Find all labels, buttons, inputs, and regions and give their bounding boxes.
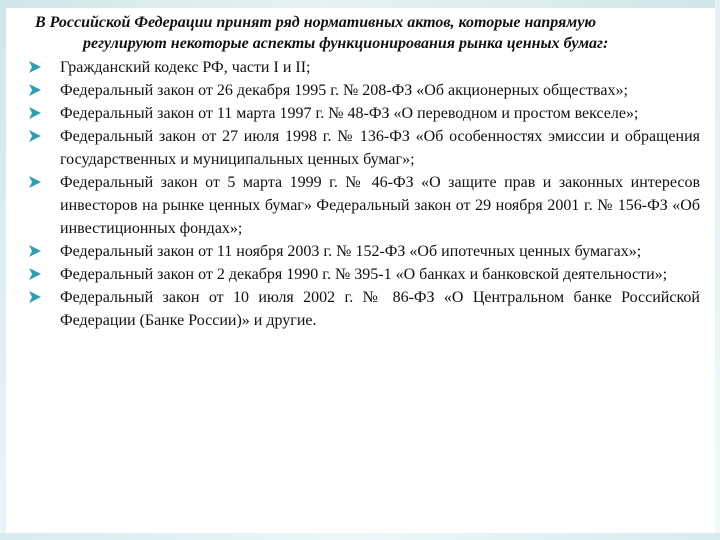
list-item-text: Федеральный закон от 11 марта 1997 г. № 48-ФЗ «О переводном и простом векселе»;: [60, 105, 639, 122]
list-item-text: Федеральный закон от 11 ноября 2003 г. № 152-ФЗ «Об ипотечных ценных бумагах»;: [60, 243, 642, 260]
slide-heading: [35, 12, 706, 54]
list-item: [26, 263, 706, 286]
decorative-left-band: [0, 0, 6, 540]
list-item: [26, 240, 706, 263]
list-item: [26, 171, 706, 240]
slide-content: [26, 12, 706, 332]
arrowhead-bullet-icon: [28, 290, 42, 304]
arrowhead-bullet-icon: [28, 267, 42, 281]
arrowhead-bullet-icon: [28, 106, 42, 120]
list-item: [26, 125, 706, 171]
list-item: [26, 56, 706, 79]
list-item: [26, 79, 706, 102]
arrowhead-bullet-icon: [28, 83, 42, 97]
decorative-top-band: [0, 0, 720, 8]
list-item-text: Гражданский кодекс РФ, части I и II;: [60, 59, 311, 76]
list-item-text: Федеральный закон от 27 июля 1998 г. № 136-ФЗ «Об особенностях эмиссии и обращения государственных и муниципальных ценных бумаг»;: [60, 128, 700, 168]
arrowhead-bullet-icon: [28, 244, 42, 258]
arrowhead-bullet-icon: [28, 175, 42, 189]
arrowhead-bullet-icon: [28, 129, 42, 143]
list-item: [26, 102, 706, 125]
decorative-bottom-band: [0, 533, 720, 540]
arrowhead-bullet-icon: [28, 60, 42, 74]
legal-acts-list: [26, 56, 706, 332]
list-item-text: Федеральный закон от 2 декабря 1990 г. № 395-1 «О банках и банковской деятельности»;: [60, 266, 668, 283]
list-item-text: Федеральный закон от 26 декабря 1995 г. № 208-ФЗ «Об акционерных обществах»;: [60, 82, 628, 99]
heading-line-1: В Российской Федерации принят ряд нормативных актов, которые напрямую: [35, 14, 597, 31]
decorative-right-band: [715, 0, 720, 540]
heading-line-2: регулируют некоторые аспекты функционирования рынка ценных бумаг:: [83, 35, 609, 52]
list-item: [26, 286, 706, 332]
list-item-text: Федеральный закон от 10 июля 2002 г. № 86-ФЗ «О Центральном банке Российской Федерации (Банке России)» и другие.: [60, 289, 700, 329]
list-item-text: Федеральный закон от 5 марта 1999 г. № 46-ФЗ «О защите прав и законных интересов инвесторов на рынке ценных бумаг» Федеральный закон от 29 ноября 2001 г. № 156-ФЗ «Об инвестиционных фондах»;: [60, 174, 700, 237]
